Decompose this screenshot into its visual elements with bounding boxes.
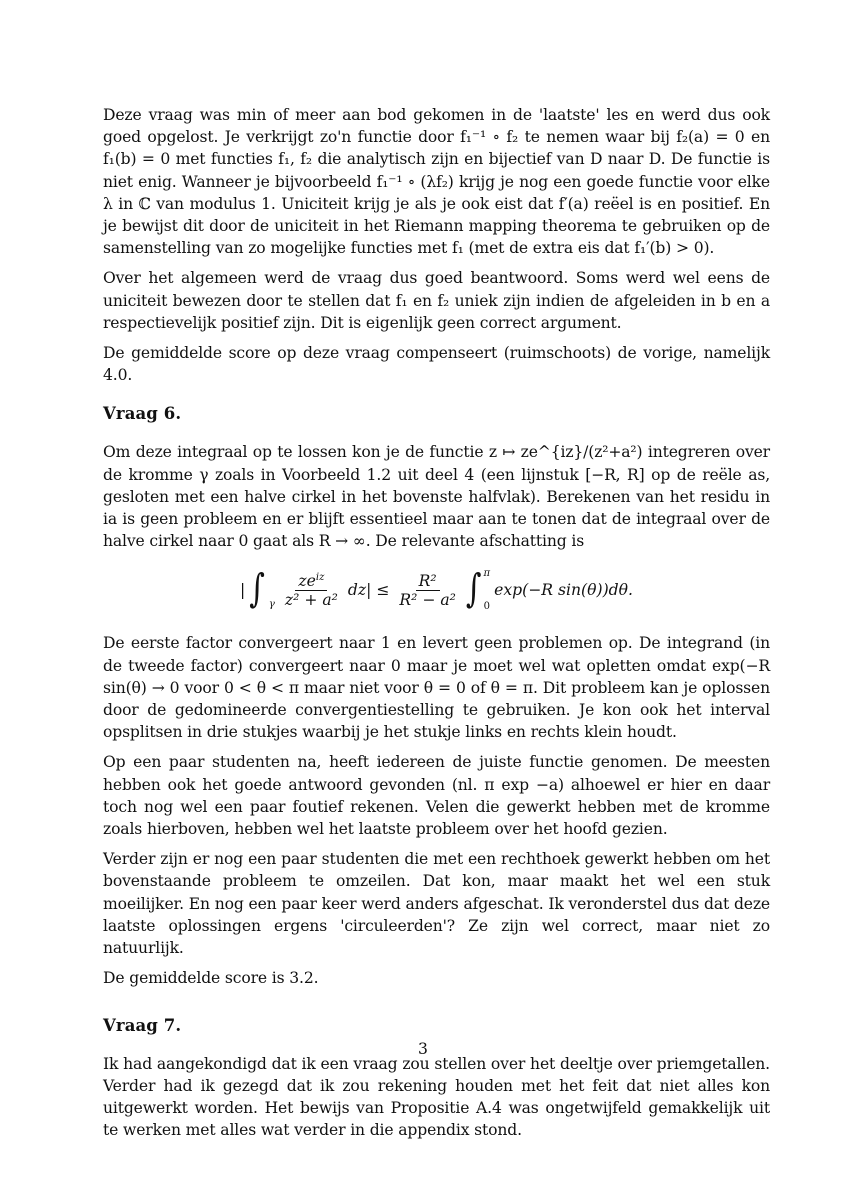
integral-2-superscript: π: [483, 568, 491, 580]
heading-vraag-7: Vraag 7.: [103, 1015, 182, 1035]
paragraph-q6-intro: Om deze integraal op te lossen kon je de functie z ↦ ze^{iz}/(z²+a²) integreren over de kromme γ zoals in Voorbeeld 1.2 uit deel 4 (een lijnstuk [−R, R] op de reële as, gesloten met een halve cirkel in het bovenste halfvlak). Berekenen van het residu in ia is geen probleem en er blijft essentieel maar aan te tonen dat de integraal over de halve cirkel naar 0 gaat als R → ∞. De relevante afschatting is: [103, 443, 770, 551]
integral-2-subscript: 0: [483, 601, 491, 613]
fraction-right-numerator: R²: [416, 572, 440, 591]
paragraph-q6-4: De gemiddelde score is 3.2.: [103, 969, 319, 988]
formula-lhs-tail: dz| ≤: [347, 581, 390, 600]
fraction-left-numerator-sup: iz: [315, 571, 325, 583]
formula-fraction-left: [282, 572, 341, 609]
paragraph-q5-1: Deze vraag was min of meer aan bod gekomen in de 'laatste' les en werd dus ook goed opgelost. Je verkrijgt zo'n functie door f₁⁻¹ ∘ f₂ te nemen waar bij f₂(a) = 0 en f₁(b) = 0 met functies f₁, f₂ die analytisch zijn en bijectief van D naar D. De functie is niet enig. Wanneer je bijvoorbeeld f₁⁻¹ ∘ (λf₂) krijg je nog een goede functie voor elke λ in ℂ van modulus 1. Uniciteit krijg je als je ook eist dat f′(a) reëel is en positief. En je bewijst dit door de uniciteit in het Riemann mapping theorema te gebruiken op de samenstelling van zo mogelijke functies met f₁ (met de extra eis dat f₁′(b) > 0).: [103, 106, 770, 258]
paragraph-q5-2: Over het algemeen werd de vraag dus goed beantwoord. Soms werd wel eens de uniciteit bewezen door te stellen dat f₁ en f₂ uniek zijn indien de afgeleiden in b en a respectievelijk positief zijn. Dit is eigenlijk geen correct argument.: [103, 269, 770, 332]
formula-rhs-tail: exp(−R sin(θ))dθ.: [494, 581, 633, 600]
display-formula: [103, 562, 770, 618]
paragraph-q5-3: De gemiddelde score op deze vraag compenseert (ruimschoots) de vorige, namelijk 4.0.: [103, 344, 770, 385]
integral-subscript: γ: [268, 598, 275, 610]
page-number: 3: [418, 1040, 428, 1058]
integral-sign-2: ∫: [465, 567, 482, 613]
heading-vraag-6: Vraag 6.: [103, 404, 182, 424]
integral-sign: ∫: [249, 567, 265, 613]
fraction-right-denominator: R² − a²: [399, 590, 456, 609]
formula-fraction-right: [396, 572, 459, 609]
fraction-left-numerator: ze: [298, 572, 316, 591]
formula-abs-open: |: [240, 581, 246, 600]
paragraph-q6-3: Verder zijn er nog een paar studenten die met een rechthoek gewerkt hebben om het bovenstaande probleem te omzeilen. Dat kon, maar maakt het wel een stuk moeilijker. En nog een paar keer werd anders afgeschat. Ik veronderstel dus dat deze laatste oplossingen ergens 'circuleerden'? Ze zijn wel correct, maar niet zo natuurlijk.: [103, 850, 770, 958]
paragraph-q6-2: Op een paar studenten na, heeft iedereen de juiste functie genomen. De meesten hebben ook het goede antwoord gevonden (nl. π exp −a) alhoewel er hier en daar toch nog wel een paar foutief rekenen. Velen die gewerkt hebben met de kromme zoals hierboven, hebben wel het laatste probleem over het hoofd gezien.: [103, 753, 770, 839]
document-body: [103, 104, 770, 1149]
paragraph-q7: Ik had aangekondigd dat ik een vraag zou stellen over het deeltje over priemgetallen. Verder had ik gezegd dat ik zou rekening houden met het feit dat niet alles kon uitgewerkt worden. Het bewijs van Propositie A.4 was ongetwijfeld gemakkelijk uit te werken met alles wat verder in die appendix stond.: [103, 1054, 770, 1140]
paragraph-q6-1: De eerste factor convergeert naar 1 en levert geen problemen op. De integrand (in de tweede factor) convergeert naar 0 maar je moet wel wat opletten omdat exp(−R sin(θ) → 0 voor 0 < θ < π maar niet voor θ = 0 of θ = π. Dit probleem kan je oplossen door de gedomineerde convergentiestelling te gebruiken. Je kon ook het interval opsplitsen in drie stukjes waarbij je het stukje links en rechts klein houdt.: [103, 634, 770, 742]
fraction-left-denominator: z² + a²: [284, 591, 338, 610]
